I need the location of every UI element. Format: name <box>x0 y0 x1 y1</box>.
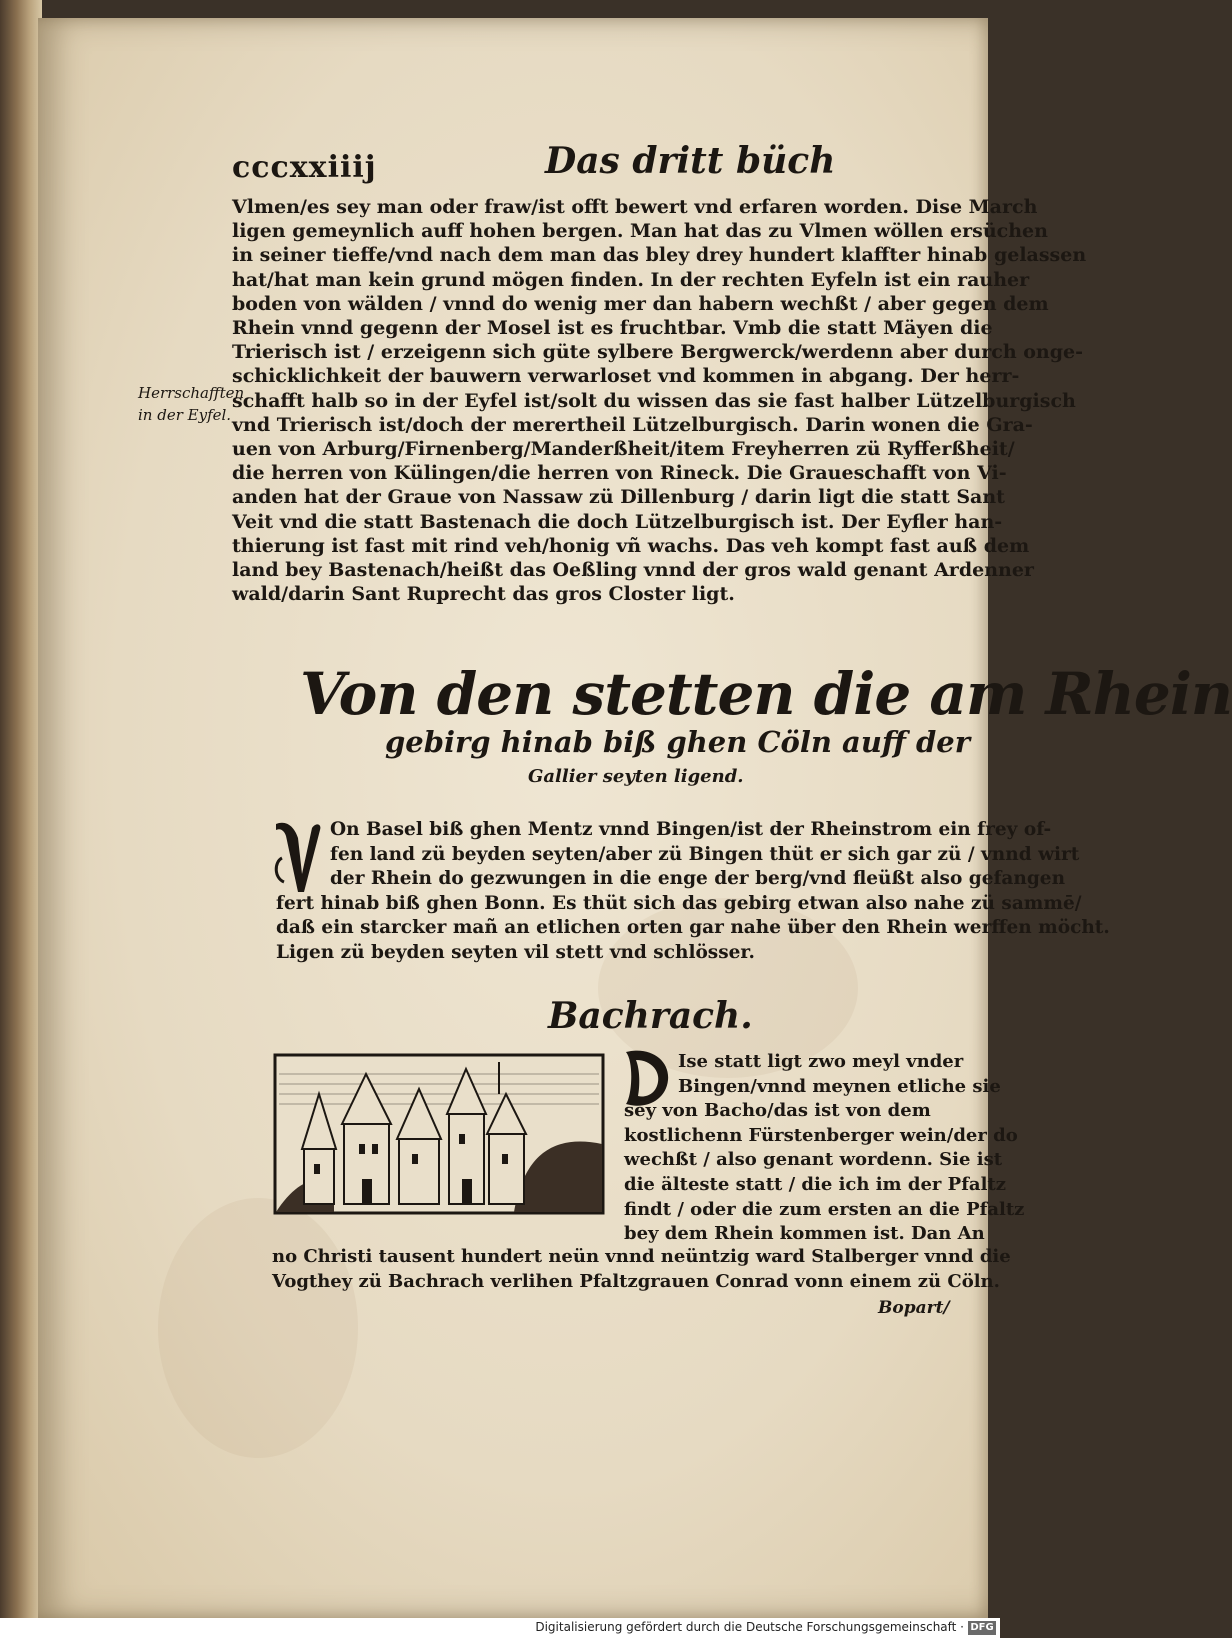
bachrach-heading: Bachrach. <box>548 995 753 1037</box>
body-paragraph-bachrach-continued <box>272 1245 1011 1294</box>
text-line: anden hat der Graue von Nassaw zü Dillenburg / darin ligt die statt Sant <box>232 486 1005 509</box>
text-line: land bey Bastenach/heißt das Oeßling vnnd der gros wald genant Ardenner <box>232 559 1034 582</box>
woodcut-bachrach-town-illustration <box>274 1054 604 1214</box>
text-line: Vlmen/es sey man oder fraw/ist offt bewert vnd erfaren worden. Dise March <box>232 196 1038 218</box>
text-line: Ise statt ligt zwo meyl vnder <box>678 1051 964 1072</box>
text-line: thierung ist fast mit rind veh/honig vñ wachs. Das veh kompt fast auß dem <box>232 534 1030 557</box>
text-line: Veit vnd die statt Bastenach die doch Lützelburgisch ist. Der Eyfler han- <box>232 510 1003 533</box>
text-line: wald/darin Sant Ruprecht das gros Closter ligt. <box>232 583 735 606</box>
paper-stain <box>158 1198 358 1458</box>
text-line: bey dem Rhein kommen ist. Dan An <box>624 1223 985 1245</box>
body-paragraph-rhine <box>276 818 1110 965</box>
section-subtitle: gebirg hinab biß ghen Cöln auff der <box>385 725 971 759</box>
text-line: fen land zü beyden seyten/aber zü Bingen thüt er sich gar zü / vnnd wirt <box>330 843 1080 865</box>
running-head: Das dritt büch <box>545 140 836 182</box>
text-line: Vogthey zü Bachrach verlihen Pfaltzgrauen Conrad vonn einem zü Cöln. <box>272 1270 1000 1292</box>
text-line: sey von Bacho/das ist von dem <box>624 1100 931 1122</box>
text-line: vnd Trierisch ist/doch der merertheil Lützelburgisch. Darin wonen die Gra- <box>232 413 1033 436</box>
section-subtitle-line2: Gallier seyten ligend. <box>528 766 744 787</box>
text-line: Trierisch ist / erzeigenn sich güte sylbere Bergwerck/werdenn aber durch onge- <box>232 341 1084 364</box>
text-line: Bingen/vnnd meynen etliche sie <box>678 1075 1001 1097</box>
text-line: fert hinab biß ghen Bonn. Es thüt sich das gebirg etwan also nahe zü sammē/ <box>276 892 1082 914</box>
text-line: schicklichkeit der bauwern verwarloset vnd kommen in abgang. Der herr- <box>232 365 1020 388</box>
text-line: uen von Arburg/Firnenberg/Manderßheit/item Freyherren zü Ryfferßheit/ <box>232 438 1015 461</box>
text-line: kostlichenn Fürstenberger wein/der do <box>624 1124 1018 1146</box>
text-line: schafft halb so in der Eyfel ist/solt du wissen das sie fast halber Lützelburgisch <box>232 389 1076 412</box>
text-line: Ligen zü beyden seyten vil stett vnd schlösser. <box>276 941 755 963</box>
text-line: no Christi tausent hundert neün vnnd neüntzig ward Stalberger vnnd die <box>272 1246 1011 1267</box>
text-line: On Basel biß ghen Mentz vnnd Bingen/ist der Rheinstrom ein frey of- <box>330 819 1052 840</box>
catchword: Bopart/ <box>878 1298 950 1318</box>
book-spine-edge <box>0 0 42 1638</box>
text-line: die herren von Külingen/die herren von Rineck. Die Graueschafft von Vi- <box>232 462 1007 485</box>
text-line: die älteste statt / die ich im der Pfaltz <box>624 1173 1006 1195</box>
margin-note: Herrschafften in der Eyfel. <box>138 384 245 424</box>
page-folio-number: cccxxiiij <box>232 150 377 185</box>
text-line: wechßt / also genant wordenn. Sie ist <box>624 1149 1003 1171</box>
text-line: boden von wälden / vnnd do wenig mer dan habern wechßt / aber gegen dem <box>232 292 1049 315</box>
text-line: findt / oder die zum ersten an die Pfaltz <box>624 1198 1025 1220</box>
text-line: ligen gemeynlich auff hohen bergen. Man hat das zu Vlmen wöllen ersüchen <box>232 220 1048 243</box>
body-paragraph-bachrach <box>624 1050 1025 1247</box>
text-line: der Rhein do gezwungen in die enge der berg/vnd fleüßt also gefangen <box>330 868 1066 889</box>
text-line: daß ein starcker mañ an etlichen orten gar nahe über den Rhein werffen möcht. <box>276 917 1110 938</box>
footer-funding-note: Digitalisierung gefördert durch die Deutsche Forschungsgemeinschaft · <box>535 1620 964 1634</box>
text-line: hat/hat man kein grund mögen finden. In der rechten Eyfeln ist ein rauher <box>232 268 1030 291</box>
text-line: in seiner tieffe/vnd nach dem man das bley drey hundert klaffter hinab gelassen <box>232 244 1087 267</box>
section-title: Von den stetten die am Rhein <box>300 660 1232 728</box>
dfg-logo: DFG <box>968 1621 996 1635</box>
text-line: Rhein vnnd gegenn der Mosel ist es fruchtbar. Vmb die statt Mäyen die <box>232 317 993 340</box>
body-paragraph-eifel <box>232 195 1087 606</box>
